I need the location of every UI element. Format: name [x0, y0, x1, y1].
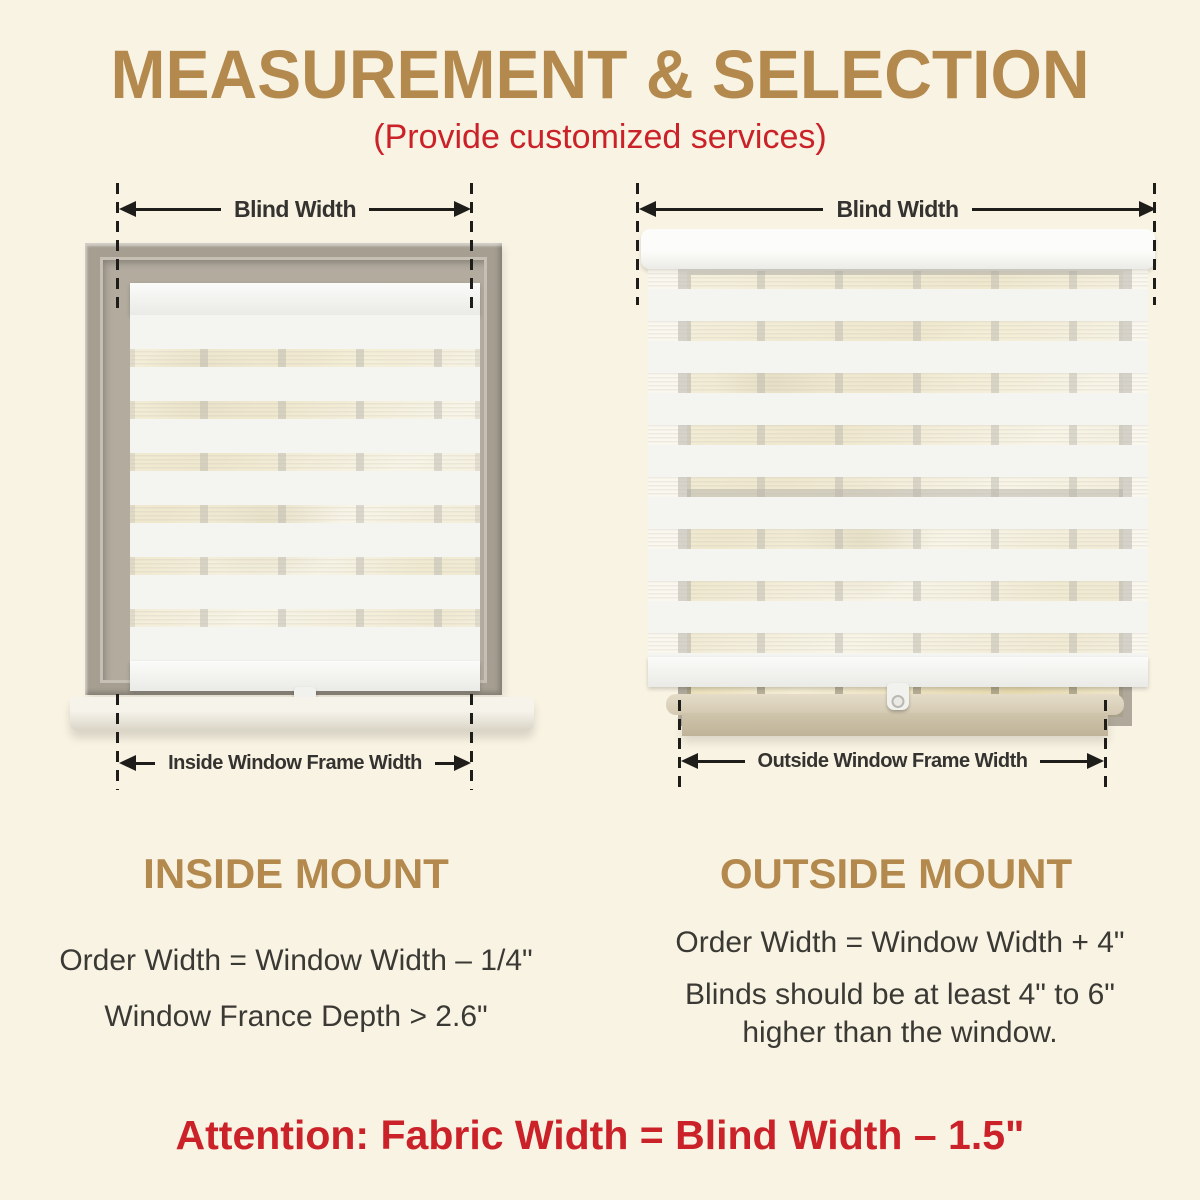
frame-width-dimension-outside	[681, 748, 1104, 774]
zebra-blind-fabric	[130, 315, 480, 661]
arrowhead-right-icon	[454, 755, 471, 771]
blind-headrail	[130, 283, 480, 315]
blind-pull-tab	[887, 683, 909, 710]
blind-width-dimension-outside	[639, 196, 1156, 222]
outside-frame-width-label: Outside Window Frame Width	[757, 749, 1028, 772]
window-opening	[130, 283, 480, 691]
attention-note: Attention: Fabric Width = Blind Width – 1.5"	[175, 1112, 1025, 1158]
window-frame	[100, 257, 487, 683]
inside-frame-width-label: Inside Window Frame Width	[168, 751, 422, 774]
inside-mount-rule-1: Order Width = Window Width – 1/4"	[59, 944, 533, 977]
page-subtitle: (Provide customized services)	[373, 118, 827, 156]
outside-mount-heading: OUTSIDE MOUNT	[719, 850, 1073, 897]
blind-width-dimension-inside	[119, 196, 471, 222]
extension-line	[678, 700, 681, 792]
outside-mount-rule-2: Blinds should be at least 4" to 6" higher than the window.	[685, 978, 1115, 1049]
extension-line	[1104, 700, 1107, 792]
arrowhead-right-icon	[1087, 753, 1104, 769]
arrowhead-right-icon	[1139, 201, 1156, 217]
outside-mount-rule-1: Order Width = Window Width + 4"	[675, 926, 1125, 959]
arrowhead-left-icon	[119, 755, 136, 771]
blind-headrail	[641, 229, 1155, 269]
blind-width-label: Blind Width	[233, 195, 357, 222]
window-sill	[70, 697, 534, 731]
inside-mount-rule-2: Window France Depth > 2.6"	[104, 1000, 488, 1033]
frame-width-dimension-inside	[119, 750, 471, 776]
page-title: MEASUREMENT & SELECTION	[110, 35, 1090, 113]
blind-width-label: Blind Width	[836, 195, 959, 222]
blind-bottom-rail	[648, 657, 1148, 687]
zebra-blind-fabric	[648, 269, 1148, 657]
arrowhead-left-icon	[119, 201, 136, 217]
blind-bottom-rail	[130, 661, 480, 691]
inside-mount-heading: INSIDE MOUNT	[143, 850, 449, 897]
arrowhead-left-icon	[681, 753, 698, 769]
arrowhead-left-icon	[639, 201, 656, 217]
arrowhead-right-icon	[454, 201, 471, 217]
inside-mount-window-illustration	[85, 243, 502, 695]
